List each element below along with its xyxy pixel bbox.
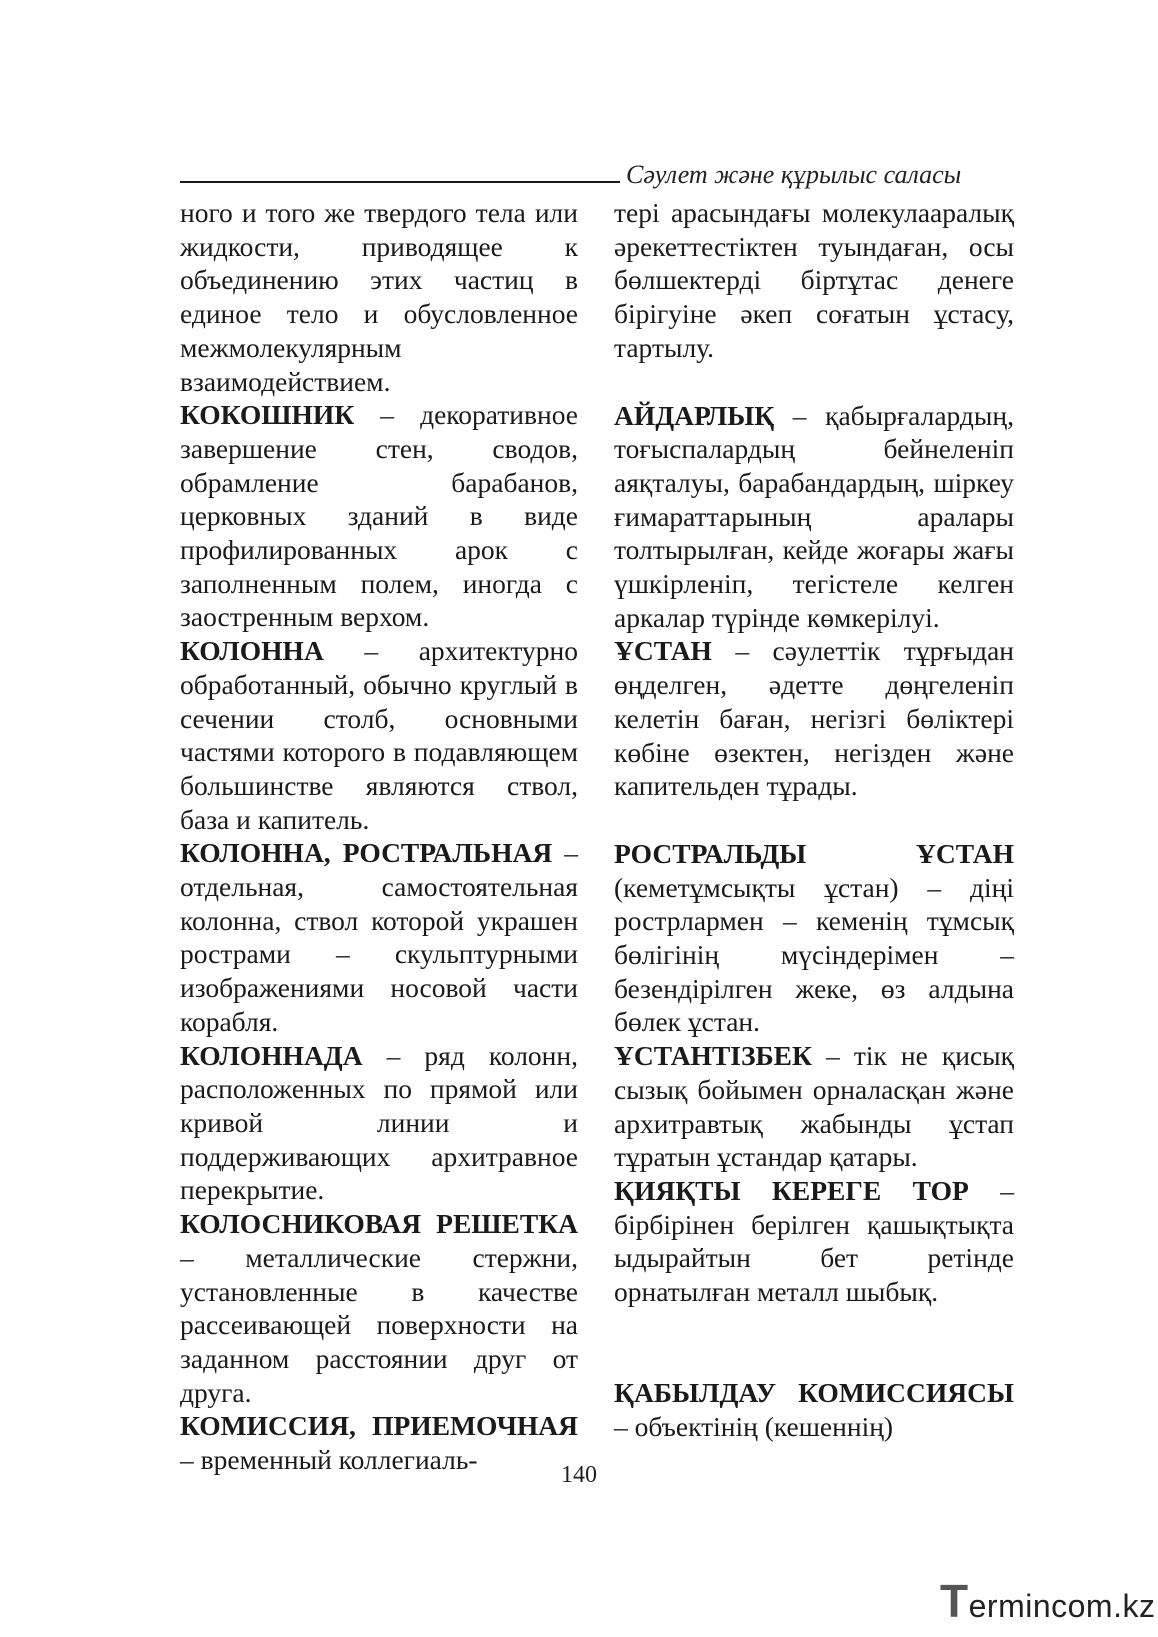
entry-definition: – бірбірінен берілген қашықтықта ыдырайтын бет ретінде орнатылған металл шыбық.	[614, 1174, 1015, 1308]
entry-term: ҰСТАНТІЗБЕК	[614, 1040, 812, 1072]
entry-term: АЙДАРЛЫҚ	[614, 399, 775, 431]
entry-kolonna-rostralnaya	[180, 836, 578, 1038]
entry-term: КОЛОННАДА	[180, 1039, 363, 1071]
left-column	[180, 196, 578, 1477]
entry-kolonnada	[180, 1039, 578, 1208]
site-watermark-logo	[940, 1574, 1155, 1628]
entry-term: РОСТРАЛЬДЫ ҰСТАН	[614, 837, 1014, 869]
right-column	[614, 196, 1014, 1443]
running-header: Сәулет және құрылыс саласы	[626, 160, 962, 189]
page-number: 140	[561, 1462, 597, 1488]
entry-term: ҚАБЫЛДАУ КОМИССИЯСЫ	[614, 1376, 1014, 1408]
entry-definition: – қабырғалардың, тоғыспалардың бейнеленіп аяқталуы, барабандардың, шіркеу ғимараттарының аралары толтырылған, кейде жоғары жағы үшкірленіп, тегістеле келген аркалар түрінде көмкерілуі.	[614, 399, 1014, 633]
entry-definition: – сәулеттік тұрғыдан өңделген, әдетте дөңгеленіп келетін баған, негізгі бөліктері көбіне өзектен, негізден және капительден тұрады.	[614, 635, 1014, 802]
entry-definition: – отдельная, самостоятельная колонна, ствол которой украшен рострами – скульптурными изображениями носовой части корабля.	[180, 837, 578, 1037]
entry-definition: – объектінің (кешеннің)	[614, 1410, 894, 1442]
entry-term: КОЛОННА, РОСТРАЛЬНАЯ	[180, 837, 553, 869]
entry-definition: – временный коллегиаль-	[180, 1444, 478, 1476]
entry-definition: (кеметұмсықты ұстан) – діңі рострлармен – кеменің тұмсық бөлігінің мүсіндерімен – безендірілген жеке, өз алдына бөлек ұстан.	[614, 871, 1014, 1038]
entry-rostraldy-ustan	[614, 837, 1014, 1039]
entry-kokoshnik	[180, 398, 578, 634]
entry-ustantizbek	[614, 1039, 1014, 1174]
entry-term: КОКОШНИК	[180, 399, 355, 431]
entry-aidarlyk	[614, 399, 1014, 635]
entry-kabyldau-komissiyasy	[614, 1376, 1014, 1443]
entry-term: КОЛОСНИКОВАЯ РЕШЕТКА	[180, 1208, 578, 1240]
entry-kolosnikovaya-reshetka	[180, 1207, 578, 1409]
entry-definition: – архитектурно обработанный, обычно круглый в сечении столб, основными частями которого в подавляющем большинстве являются ствол, база и капитель.	[180, 635, 578, 835]
entry-definition: – тік не қисық сызық бойымен орналасқан және архитравтық жабынды ұстап тұратын ұстандар қатары.	[614, 1040, 1014, 1173]
entry-term: КОЛОННА	[180, 635, 324, 667]
entry-term: КОМИССИЯ, ПРИЕМОЧНАЯ	[180, 1410, 578, 1442]
watermark-initial: T	[940, 1575, 969, 1627]
entry-ustan	[614, 634, 1014, 803]
right-continuation: тері арасындағы молекулааралық әрекеттестіктен туындаған, осы бөлшектерді біртұтас денеге бірігуіне әкеп соғатын ұстасу, тартылу.	[614, 197, 1014, 363]
entry-kolonna	[180, 634, 578, 836]
left-continuation: ного и того же твердого тела или жидкости, приводящее к объединению этих частиц в единое тело и обусловленное межмолекулярным взаимодействием.	[180, 197, 578, 397]
entry-term: ҰСТАН	[614, 635, 712, 667]
entry-definition: – ряд колонн, расположенных по прямой или кривой линии и поддерживающих архитравное перекрытие.	[180, 1039, 578, 1206]
header-rule	[180, 181, 620, 183]
entry-term: ҚИЯҚТЫ КЕРЕГЕ ТОР	[614, 1174, 969, 1206]
watermark-text: ermincom.kz	[968, 1588, 1156, 1624]
entry-kiyakty-kerege-tor	[614, 1174, 1014, 1309]
entry-definition: – декоративное завершение стен, сводов, обрамление барабанов, церковных зданий в виде профилированных арок с заполненным полем, иногда с заостренным верхом.	[180, 399, 578, 633]
entry-definition: – металлические стержни, установленные в качестве рассеивающей поверхности на заданном расстоянии друг от друга.	[180, 1241, 578, 1408]
